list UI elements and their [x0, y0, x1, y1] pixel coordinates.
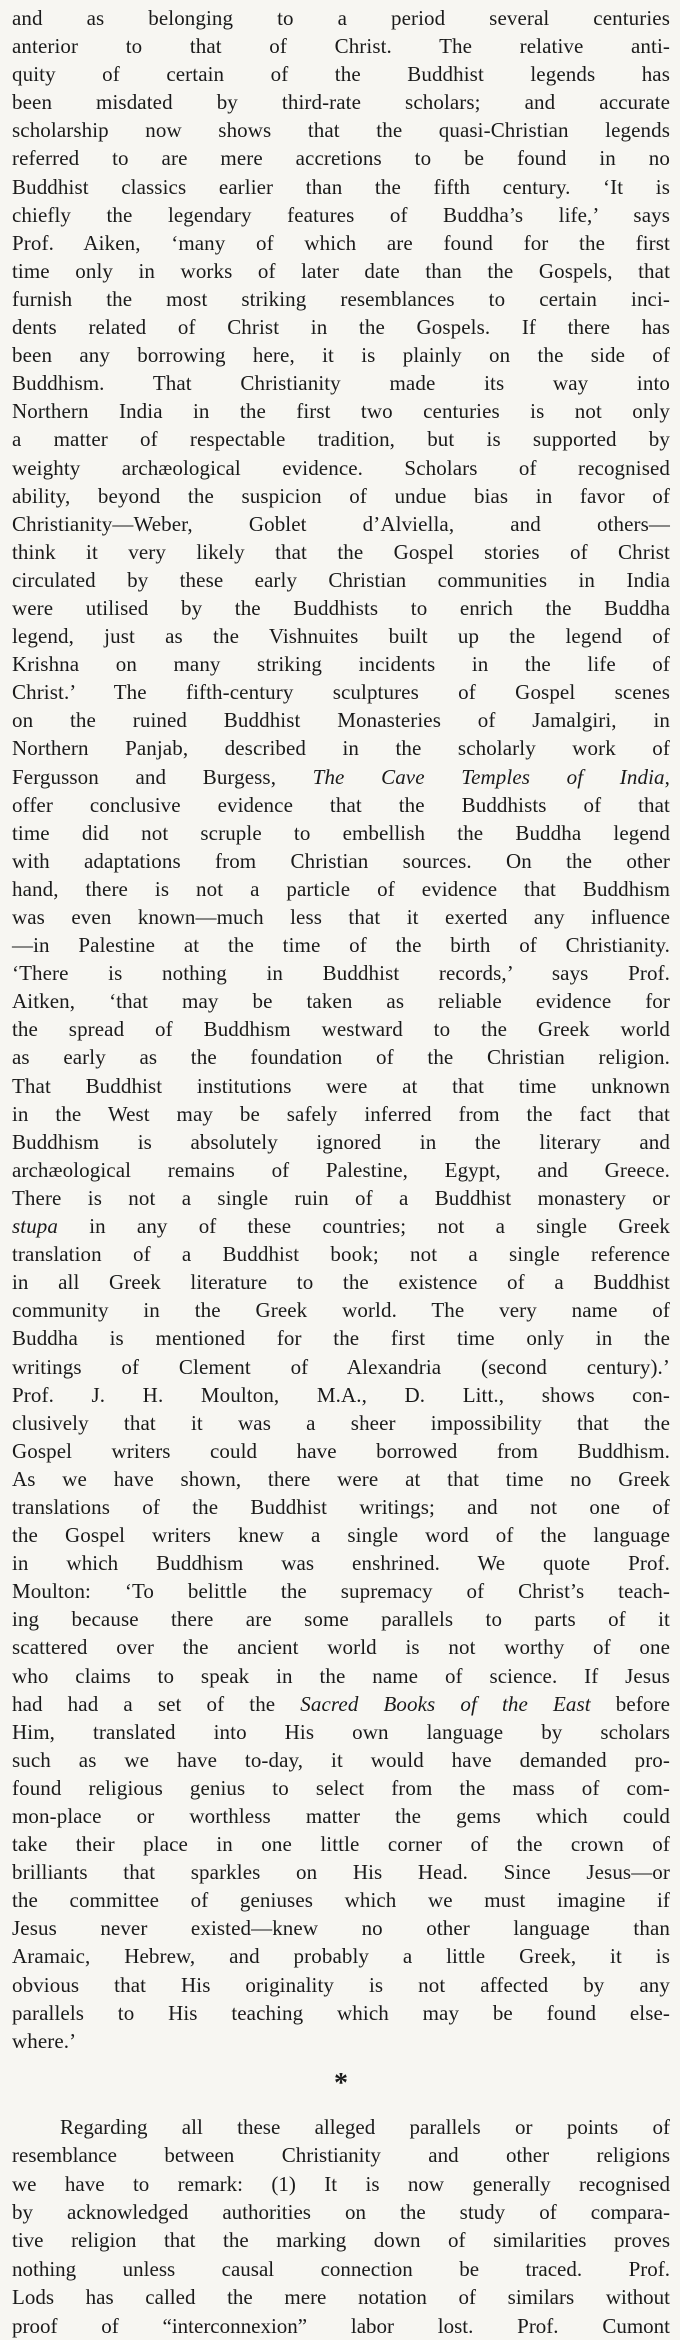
text-line: Buddhist classics earlier than the fifth century. ‘It is	[12, 174, 670, 199]
text-line: who claims to speak in the name of science. If Jesus	[12, 1663, 670, 1688]
text-line: Prof. Aiken, ‘many of which are found for the first	[12, 230, 670, 255]
text-line: in all Greek literature to the existence of a Buddhist	[12, 1270, 670, 1295]
text-line: the Gospel writers knew a single word of the language	[12, 1523, 670, 1548]
text-line: Regarding all these alleged parallels or points of	[60, 2114, 670, 2139]
text-line: found religious genius to select from the mass of com-	[12, 1775, 670, 1800]
text-line: Buddhism is absolutely ignored in the literary and	[12, 1129, 670, 1154]
body-paragraph-1	[12, 4, 670, 2055]
text-line: offer conclusive evidence that the Buddhists of that	[12, 792, 670, 817]
text-line: Him, translated into His own language by scholars	[12, 1719, 670, 1744]
text-line: circulated by these early Christian communities in India	[12, 567, 670, 592]
text-line: by acknowledged authorities on the study of compara-	[12, 2200, 670, 2225]
text-line: proof of “interconnexion” labor lost. Prof. Cumont	[12, 2313, 670, 2338]
text-line: Lods has called the mere notation of similars without	[12, 2285, 670, 2310]
text-line: the committee of geniuses which we must imagine if	[12, 1888, 670, 1913]
text-line: was even known—much less that it exerted any influence	[12, 905, 670, 929]
text-line: resemblance between Christianity and other religions	[12, 2143, 670, 2168]
text-line: on the ruined Buddhist Monasteries of Jamalgiri, in	[12, 708, 670, 733]
text-line: in which Buddhism was enshrined. We quote Prof.	[12, 1551, 670, 1576]
text-line: were utilised by the Buddhists to enrich the Buddha	[12, 595, 670, 620]
text-line: clusively that it was a sheer impossibility that the	[12, 1410, 670, 1435]
text-line: That Buddhist institutions were at that time unknown	[12, 1073, 670, 1098]
text-line: time did not scruple to embellish the Buddha legend	[12, 820, 670, 845]
text-line: writings of Clement of Alexandria (second century).’	[12, 1354, 670, 1379]
text-line: furnish the most striking resemblances to certain inci-	[12, 286, 670, 311]
text-line: Northern India in the first two centuries is not only	[12, 399, 670, 424]
text-line: and as belonging to a period several centuries	[12, 6, 670, 30]
text-line: archæological remains of Palestine, Egypt, and Greece.	[12, 1157, 670, 1182]
text-line: in the West may be safely inferred from the fact that	[12, 1101, 670, 1126]
text-line: translation of a Buddhist book; not a single reference	[12, 1242, 670, 1267]
text-line: There is not a single ruin of a Buddhist monastery or	[12, 1185, 670, 1210]
text-line: dents related of Christ in the Gospels. If there has	[12, 315, 670, 340]
section-separator-asterisk: *	[334, 2067, 348, 2099]
text-line: community in the Greek world. The very name of	[12, 1298, 670, 1323]
text-line: ing because there are some parallels to parts of it	[12, 1607, 670, 1632]
text-line: Fergusson and Burgess, The Cave Temples of India,	[12, 764, 670, 789]
text-line: Christ.’ The fifth-century sculptures of Gospel scenes	[12, 680, 670, 705]
text-line: ability, beyond the suspicion of undue bias in favor of	[12, 483, 670, 508]
text-line: Aitken, ‘that may be taken as reliable evidence for	[12, 989, 670, 1014]
text-line: a matter of respectable tradition, but is supported by	[12, 427, 670, 452]
text-line: —in Palestine at the time of the birth of Christianity.	[12, 933, 670, 958]
text-line: chiefly the legendary features of Buddha’s life,’ says	[12, 202, 670, 227]
text-line: Prof. J. H. Moulton, M.A., D. Litt., shows con-	[12, 1382, 670, 1407]
text-line: stupa in any of these countries; not a single Greek	[12, 1214, 670, 1239]
text-line: quity of certain of the Buddhist legends has	[12, 62, 670, 87]
text-line: obvious that His originality is not affected by any	[12, 1972, 670, 1997]
text-line: Buddha is mentioned for the first time only in the	[12, 1326, 670, 1351]
text-line: been any borrowing here, it is plainly on the side of	[12, 343, 670, 368]
text-line: time only in works of later date than the Gospels, that	[12, 258, 670, 283]
text-line: Buddhism. That Christianity made its way into	[12, 371, 670, 396]
text-line: referred to are mere accretions to be found in no	[12, 146, 670, 171]
text-line: think it very likely that the Gospel stories of Christ	[12, 539, 670, 564]
text-line: where.’	[12, 2028, 77, 2053]
text-line: brilliants that sparkles on His Head. Since Jesus—or	[12, 1860, 670, 1885]
text-line: we have to remark: (1) It is now generally recognised	[12, 2171, 670, 2196]
text-line: tive religion that the marking down of similarities proves	[12, 2228, 670, 2253]
body-paragraph-2	[12, 2113, 670, 2340]
text-line: As we have shown, there were at that time no Greek	[12, 1466, 670, 1491]
text-line: mon-place or worthless matter the gems which could	[12, 1804, 670, 1828]
text-line: parallels to His teaching which may be found else-	[12, 2000, 670, 2025]
text-line: hand, there is not a particle of evidence that Buddhism	[12, 876, 670, 901]
text-line: weighty archæological evidence. Scholars of recognised	[12, 455, 670, 480]
text-line: legend, just as the Vishnuites built up the legend of	[12, 624, 670, 649]
text-line: nothing unless causal connection be traced. Prof.	[12, 2256, 670, 2281]
text-line: scholarship now shows that the quasi-Christian legends	[12, 118, 670, 143]
text-line: take their place in one little corner of the crown of	[12, 1832, 670, 1857]
text-line: Krishna on many striking incidents in the life of	[12, 652, 670, 677]
text-line: Northern Panjab, described in the scholarly work of	[12, 736, 670, 761]
text-line: Aramaic, Hebrew, and probably a little Greek, it is	[12, 1944, 670, 1969]
text-line: Christianity—Weber, Goblet d’Alviella, and others—	[12, 511, 670, 536]
text-line: Moulton: ‘To belittle the supremacy of Christ’s teach-	[12, 1579, 670, 1604]
text-line: Gospel writers could have borrowed from Buddhism.	[12, 1438, 670, 1463]
text-line: scattered over the ancient world is not worthy of one	[12, 1635, 670, 1660]
text-line: had had a set of the Sacred Books of the East before	[12, 1691, 671, 1716]
text-line: with adaptations from Christian sources. On the other	[12, 848, 670, 873]
text-line: ‘There is nothing in Buddhist records,’ says Prof.	[12, 961, 670, 986]
text-line: the spread of Buddhism westward to the Greek world	[12, 1017, 670, 1042]
text-line: anterior to that of Christ. The relative anti-	[12, 34, 670, 59]
text-line: been misdated by third-rate scholars; and accurate	[12, 90, 670, 115]
text-line: as early as the foundation of the Christian religion.	[12, 1045, 670, 1070]
text-line: Jesus never existed—knew no other language than	[12, 1916, 670, 1941]
text-line: translations of the Buddhist writings; and not one of	[12, 1494, 670, 1519]
text-line: such as we have to-day, it would have demanded pro-	[12, 1747, 670, 1772]
